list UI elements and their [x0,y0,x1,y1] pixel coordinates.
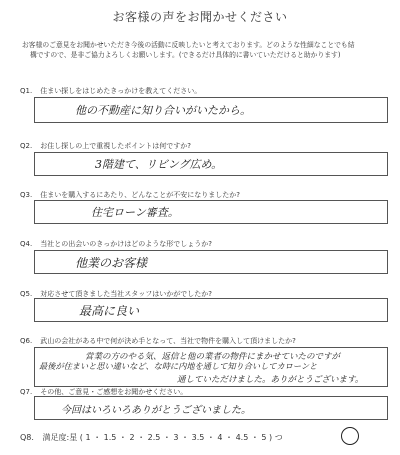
question-text: 住まい探しをはじめたきっかけを教えてください。 [40,87,202,95]
answer-text: 今回はいろいろありがとうございました。 [61,405,251,416]
answer-text: 最高に良い [79,304,140,318]
question-number: Q4. [20,240,33,248]
answer-line-1: 営業の方のやる気、返信と他の業者の物件にまかせていたのですが [85,352,341,362]
selected-rating-circle [341,427,359,445]
answer-box-1 [34,97,388,123]
rating-label: 満足度:星 [42,433,78,442]
answer-line-2: 最後が住まいと思い違いなど、な時に内地を通して知り合いしてカローンと [39,361,318,371]
intro-line-2: 構ですので、是非ご協力よろしくお願いします。(できるだけ具体的に書いていただけると助かります) [30,51,341,59]
answer-box-5 [34,298,388,322]
question-text: 住まいを購入するにあたり、どんなことが不安になりましたか? [40,191,240,199]
answer-text: 他の不動産に知り合いがいたから。 [75,104,251,117]
answer-text: 3階建て、リビング広め。 [95,158,223,171]
question-number: Q1. [20,87,33,95]
question-3 [20,190,240,200]
rating-scale: ( 1 ・ 1.5 ・ 2 ・ 2.5 ・ 3 ・ 3.5 ・ 4 ・ 4.5 ・ 5 ) つ [79,433,283,442]
question-number: Q5. [20,290,33,298]
question-1 [20,86,201,96]
question-number: Q8. [20,433,34,442]
answer-box-7 [34,396,388,420]
answer-box-4 [34,250,388,274]
question-text: 対応させて頂きました当社スタッフはいかがでしたか? [40,290,212,298]
intro-text [22,40,382,60]
question-number: Q3. [20,191,33,199]
question-text: その他、ご意見・ご感想をお聞かせください。 [40,388,188,396]
page-title: お客様の声をお聞かせください [112,10,288,24]
question-text: 当社との出会いのきっかけはどのような形でしょうか? [40,240,212,248]
question-number: Q2. [20,142,33,150]
question-4 [20,239,212,249]
answer-box-2 [34,152,388,176]
answer-line-3: 通していただけました。ありがとうございます。 [177,375,364,385]
question-number: Q7. [20,388,33,396]
question-text: 武山の会社がある中で何が決め手となって、当社で物件を購入して頂けましたか? [40,337,296,345]
answer-text: 住宅ローン審査。 [91,206,179,219]
intro-line-1: お客様のご意見をお聞かせいただき今後の活動に反映したいと考えております。どのような性細なことでも結 [22,41,355,49]
answer-box-3 [34,200,388,224]
question-number: Q6. [20,337,33,345]
question-text: お住し探しの上で重視したポイントは何ですか? [40,142,191,150]
question-6 [20,336,296,346]
answer-box-6 [34,347,388,387]
answer-text: 他業のお客様 [75,256,148,270]
satisfaction-rating [20,432,283,443]
question-2 [20,141,191,151]
